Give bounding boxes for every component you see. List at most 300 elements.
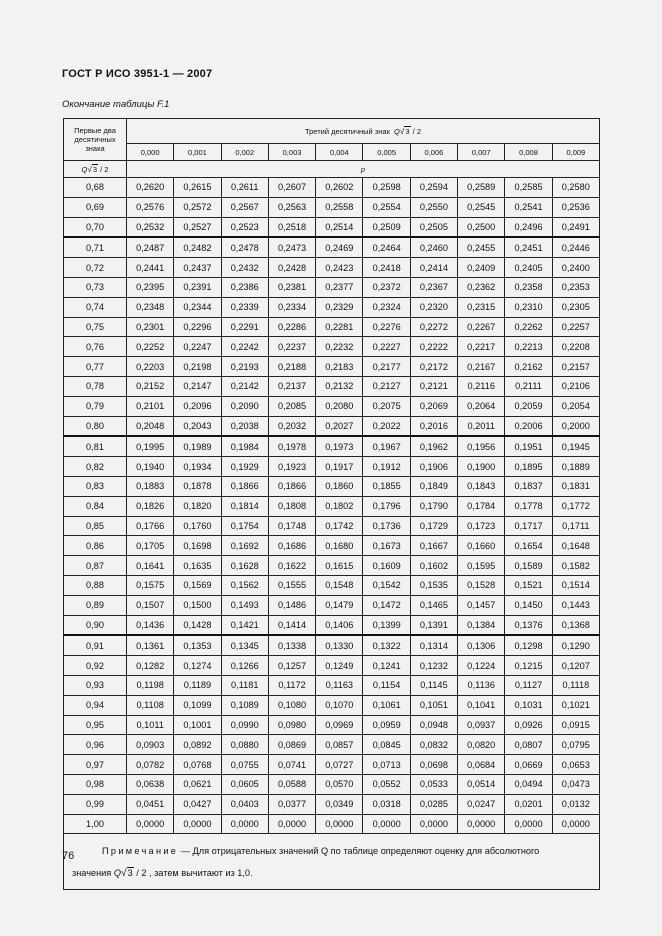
value-cell: 0,2127 (363, 376, 410, 396)
value-cell: 0,2598 (363, 178, 410, 198)
value-cell: 0,0427 (174, 794, 221, 814)
value-cell: 0,0000 (458, 814, 505, 834)
value-cell: 0,2496 (505, 217, 552, 237)
column-header: 0,005 (363, 144, 410, 161)
row-key-cell: 0,79 (64, 396, 127, 416)
value-cell: 0,1345 (221, 635, 268, 655)
value-cell: 0,1421 (221, 615, 268, 635)
value-cell: 0,1099 (174, 695, 221, 715)
value-cell: 0,1215 (505, 656, 552, 676)
value-cell: 0,1906 (410, 457, 457, 477)
value-cell: 0,2310 (505, 297, 552, 317)
row-header-q (64, 161, 127, 178)
value-cell: 0,0741 (268, 755, 315, 775)
value-cell: 0,2193 (221, 357, 268, 377)
table-row (64, 237, 600, 257)
column-header: 0,007 (458, 144, 505, 161)
row-key-cell: 0,73 (64, 277, 127, 297)
value-cell: 0,1436 (127, 615, 174, 635)
value-cell: 0,2428 (268, 258, 315, 278)
value-cell: 0,2482 (174, 237, 221, 257)
value-cell: 0,1860 (316, 476, 363, 496)
value-cell: 0,2227 (363, 337, 410, 357)
value-cell: 0,2177 (363, 357, 410, 377)
value-cell: 0,1070 (316, 695, 363, 715)
value-cell: 0,1967 (363, 436, 410, 456)
value-cell: 0,2208 (552, 337, 599, 357)
value-cell: 0,2064 (458, 396, 505, 416)
value-cell: 0,1878 (174, 476, 221, 496)
column-group-title-suffix: / 2 (410, 126, 422, 136)
value-cell: 0,1929 (221, 457, 268, 477)
value-cell: 0,1711 (552, 516, 599, 536)
table-row (64, 814, 600, 834)
value-cell: 0,1290 (552, 635, 599, 655)
value-cell: 0,1181 (221, 675, 268, 695)
value-cell: 0,2514 (316, 217, 363, 237)
value-cell: 0,1089 (221, 695, 268, 715)
value-cell: 0,1778 (505, 496, 552, 516)
value-cell: 0,2414 (410, 258, 457, 278)
value-cell: 0,1995 (127, 436, 174, 456)
table-body (64, 178, 600, 834)
value-cell: 0,0473 (552, 774, 599, 794)
value-cell: 0,2545 (458, 197, 505, 217)
value-cell: 0,2090 (221, 396, 268, 416)
table-row (64, 416, 600, 436)
table-row (64, 357, 600, 377)
row-header-label (64, 119, 127, 161)
value-cell: 0,1686 (268, 536, 315, 556)
value-cell: 0,0000 (268, 814, 315, 834)
value-cell: 0,1535 (410, 575, 457, 595)
sqrt-expression: Q√3 (81, 164, 98, 174)
value-cell: 0,1680 (316, 536, 363, 556)
value-cell: 0,2075 (363, 396, 410, 416)
row-key-cell: 0,92 (64, 656, 127, 676)
value-cell: 0,0832 (410, 735, 457, 755)
value-cell: 0,2594 (410, 178, 457, 198)
value-cell: 0,2536 (552, 197, 599, 217)
value-cell: 0,2554 (363, 197, 410, 217)
table-row (64, 575, 600, 595)
table-row (64, 197, 600, 217)
table-row (64, 277, 600, 297)
row-key-cell: 0,88 (64, 575, 127, 595)
value-cell: 0,2080 (316, 396, 363, 416)
value-cell: 0,0000 (410, 814, 457, 834)
value-cell: 0,1641 (127, 556, 174, 576)
document-title: ГОСТ Р ИСО 3951-1 — 2007 (62, 68, 213, 80)
value-cell: 0,2620 (127, 178, 174, 198)
value-cell: 0,2320 (410, 297, 457, 317)
value-cell: 0,0845 (363, 735, 410, 755)
value-cell: 0,1698 (174, 536, 221, 556)
row-key-cell: 0,86 (64, 536, 127, 556)
value-cell: 0,1399 (363, 615, 410, 635)
value-cell: 0,2324 (363, 297, 410, 317)
value-cell: 0,1486 (268, 595, 315, 615)
value-cell: 0,1391 (410, 615, 457, 635)
value-cell: 0,0494 (505, 774, 552, 794)
note-label: Примечание (102, 846, 179, 857)
value-cell: 0,1163 (316, 675, 363, 695)
q-symbol: Q (113, 868, 121, 879)
value-cell: 0,0533 (410, 774, 457, 794)
value-cell: 0,2589 (458, 178, 505, 198)
value-cell: 0,0588 (268, 774, 315, 794)
value-cell: 0,2469 (316, 237, 363, 257)
value-cell: 0,2121 (410, 376, 457, 396)
value-cell: 0,1118 (552, 675, 599, 695)
value-cell: 0,1660 (458, 536, 505, 556)
row-key-cell: 0,80 (64, 416, 127, 436)
value-cell: 0,1232 (410, 656, 457, 676)
sqrt-expression: Q√3 (113, 868, 133, 880)
value-cell: 0,0990 (221, 715, 268, 735)
row-key-cell: 0,72 (64, 258, 127, 278)
value-cell: 0,2491 (552, 217, 599, 237)
note-text: / 2 , затем вычитают из 1,0. (133, 868, 253, 879)
value-cell: 0,2038 (221, 416, 268, 436)
value-cell: 0,0570 (316, 774, 363, 794)
row-key-cell: 0,77 (64, 357, 127, 377)
value-cell: 0,1589 (505, 556, 552, 576)
value-cell: 0,2188 (268, 357, 315, 377)
value-cell: 0,1061 (363, 695, 410, 715)
value-cell: 0,1748 (268, 516, 315, 536)
table-row (64, 715, 600, 735)
value-cell: 0,0782 (127, 755, 174, 775)
value-cell: 0,2296 (174, 317, 221, 337)
table-row (64, 536, 600, 556)
value-cell: 0,0980 (268, 715, 315, 735)
note-text: значения (72, 868, 114, 879)
value-cell: 0,2257 (552, 317, 599, 337)
table-row (64, 735, 600, 755)
value-cell: 0,2348 (127, 297, 174, 317)
value-cell: 0,1940 (127, 457, 174, 477)
value-cell: 0,0948 (410, 715, 457, 735)
value-cell: 0,0621 (174, 774, 221, 794)
value-cell: 0,1742 (316, 516, 363, 536)
value-cell: 0,2558 (316, 197, 363, 217)
value-cell: 0,2541 (505, 197, 552, 217)
value-cell: 0,1895 (505, 457, 552, 477)
value-cell: 0,0727 (316, 755, 363, 775)
value-cell: 0,2217 (458, 337, 505, 357)
value-cell: 0,1917 (316, 457, 363, 477)
value-cell: 0,0807 (505, 735, 552, 755)
value-cell: 0,1249 (316, 656, 363, 676)
table-row (64, 794, 600, 814)
value-cell: 0,2437 (174, 258, 221, 278)
value-cell: 0,2315 (458, 297, 505, 317)
value-cell: 0,1274 (174, 656, 221, 676)
table-row (64, 774, 600, 794)
value-cell: 0,0926 (505, 715, 552, 735)
value-cell: 0,1705 (127, 536, 174, 556)
value-cell: 0,2032 (268, 416, 315, 436)
column-group-title (127, 119, 600, 144)
value-cell: 0,1376 (505, 615, 552, 635)
value-cell: 0,2377 (316, 277, 363, 297)
row-key-cell: 0,71 (64, 237, 127, 257)
value-cell: 0,2339 (221, 297, 268, 317)
value-cell: 0,1428 (174, 615, 221, 635)
value-cell: 0,2478 (221, 237, 268, 257)
value-cell: 0,0000 (505, 814, 552, 834)
value-cell: 0,1282 (127, 656, 174, 676)
table-row (64, 376, 600, 396)
row-key-cell: 0,83 (64, 476, 127, 496)
value-cell: 0,0892 (174, 735, 221, 755)
value-cell: 0,1361 (127, 635, 174, 655)
value-cell: 0,2281 (316, 317, 363, 337)
value-cell: 0,1723 (458, 516, 505, 536)
value-cell: 0,0713 (363, 755, 410, 775)
row-key-cell: 0,70 (64, 217, 127, 237)
value-cell: 0,2473 (268, 237, 315, 257)
table-row (64, 556, 600, 576)
value-cell: 0,0000 (363, 814, 410, 834)
value-cell: 0,2132 (316, 376, 363, 396)
value-cell: 0,1172 (268, 675, 315, 695)
value-cell: 0,1622 (268, 556, 315, 576)
value-cell: 0,2405 (505, 258, 552, 278)
value-cell: 0,1154 (363, 675, 410, 695)
value-cell: 0,1790 (410, 496, 457, 516)
value-cell: 0,0698 (410, 755, 457, 775)
value-cell: 0,2362 (458, 277, 505, 297)
row-key-cell: 0,99 (64, 794, 127, 814)
value-cell: 0,2409 (458, 258, 505, 278)
value-cell: 0,1628 (221, 556, 268, 576)
value-cell: 0,2016 (410, 416, 457, 436)
value-cell: 0,1900 (458, 457, 505, 477)
value-cell: 0,1241 (363, 656, 410, 676)
value-cell: 0,1021 (552, 695, 599, 715)
value-cell: 0,0768 (174, 755, 221, 775)
value-cell: 0,2286 (268, 317, 315, 337)
table-row (64, 656, 600, 676)
row-key-cell: 0,91 (64, 635, 127, 655)
table-row (64, 297, 600, 317)
value-cell: 0,1108 (127, 695, 174, 715)
value-cell: 0,2500 (458, 217, 505, 237)
value-cell: 0,1528 (458, 575, 505, 595)
table-row (64, 516, 600, 536)
value-cell: 0,2232 (316, 337, 363, 357)
value-cell: 0,2358 (505, 277, 552, 297)
value-cell: 0,0915 (552, 715, 599, 735)
value-cell: 0,1479 (316, 595, 363, 615)
row-key-cell: 0,84 (64, 496, 127, 516)
value-cell: 0,1814 (221, 496, 268, 516)
value-cell: 0,0869 (268, 735, 315, 755)
row-key-cell: 0,74 (64, 297, 127, 317)
value-cell: 0,1831 (552, 476, 599, 496)
value-cell: 0,2367 (410, 277, 457, 297)
value-cell: 0,2418 (363, 258, 410, 278)
table-row (64, 635, 600, 655)
row-header-line: десятичных (74, 135, 116, 144)
value-cell: 0,0605 (221, 774, 268, 794)
value-cell: 0,0451 (127, 794, 174, 814)
value-cell: 0,1692 (221, 536, 268, 556)
value-cell: 0,1609 (363, 556, 410, 576)
value-cell: 0,1136 (458, 675, 505, 695)
value-cell: 0,2441 (127, 258, 174, 278)
value-cell: 0,2111 (505, 376, 552, 396)
value-cell: 0,2203 (127, 357, 174, 377)
value-cell: 0,1923 (268, 457, 315, 477)
value-cell: 0,0903 (127, 735, 174, 755)
value-cell: 0,2027 (316, 416, 363, 436)
value-cell: 0,1414 (268, 615, 315, 635)
value-cell: 0,1766 (127, 516, 174, 536)
table-row (64, 615, 600, 635)
value-cell: 0,1912 (363, 457, 410, 477)
value-cell: 0,1595 (458, 556, 505, 576)
value-cell: 0,2262 (505, 317, 552, 337)
q-symbol: Q (81, 164, 88, 174)
value-cell: 0,2247 (174, 337, 221, 357)
value-cell: 0,2237 (268, 337, 315, 357)
table-row (64, 457, 600, 477)
row-key-cell: 0,94 (64, 695, 127, 715)
value-cell: 0,1298 (505, 635, 552, 655)
value-cell: 0,1934 (174, 457, 221, 477)
column-header: 0,003 (268, 144, 315, 161)
row-header-line: Первые два (74, 126, 116, 135)
value-cell: 0,2252 (127, 337, 174, 357)
value-cell: 0,1582 (552, 556, 599, 576)
column-header: 0,001 (174, 144, 221, 161)
table-row (64, 217, 600, 237)
value-cell: 0,2527 (174, 217, 221, 237)
row-key-cell: 0,78 (64, 376, 127, 396)
sqrt-expression: Q√3 (394, 126, 410, 136)
value-cell: 0,2000 (552, 416, 599, 436)
row-key-cell: 0,90 (64, 615, 127, 635)
value-cell: 0,1548 (316, 575, 363, 595)
value-cell: 0,2242 (221, 337, 268, 357)
value-cell: 0,0000 (316, 814, 363, 834)
value-cell: 0,0669 (505, 755, 552, 775)
value-cell: 0,0969 (316, 715, 363, 735)
value-cell: 0,0377 (268, 794, 315, 814)
row-key-cell: 0,93 (64, 675, 127, 695)
value-cell: 0,2147 (174, 376, 221, 396)
value-cell: 0,1826 (127, 496, 174, 516)
value-cell: 0,1384 (458, 615, 505, 635)
value-cell: 0,2615 (174, 178, 221, 198)
row-key-cell: 0,75 (64, 317, 127, 337)
note-line-2 (72, 862, 591, 885)
value-cell: 0,2580 (552, 178, 599, 198)
table-row (64, 436, 600, 456)
value-cell: 0,2607 (268, 178, 315, 198)
value-cell: 0,2059 (505, 396, 552, 416)
row-key-cell: 0,95 (64, 715, 127, 735)
value-cell: 0,1514 (552, 575, 599, 595)
value-cell: 0,2400 (552, 258, 599, 278)
value-cell: 0,2391 (174, 277, 221, 297)
value-cell: 0,1784 (458, 496, 505, 516)
value-cell: 0,2305 (552, 297, 599, 317)
value-cell: 0,2213 (505, 337, 552, 357)
value-cell: 0,1667 (410, 536, 457, 556)
value-cell: 0,2198 (174, 357, 221, 377)
value-cell: 0,1635 (174, 556, 221, 576)
value-cell: 0,1080 (268, 695, 315, 715)
value-cell: 0,0820 (458, 735, 505, 755)
table-row (64, 317, 600, 337)
value-cell: 0,1796 (363, 496, 410, 516)
radicand: 3 (127, 868, 133, 879)
column-header: 0,000 (127, 144, 174, 161)
value-cell: 0,0349 (316, 794, 363, 814)
value-cell: 0,2386 (221, 277, 268, 297)
column-header: 0,008 (505, 144, 552, 161)
value-cell: 0,1883 (127, 476, 174, 496)
value-cell: 0,1849 (410, 476, 457, 496)
value-cell: 0,1889 (552, 457, 599, 477)
value-cell: 0,2301 (127, 317, 174, 337)
value-cell: 0,2432 (221, 258, 268, 278)
value-cell: 0,2423 (316, 258, 363, 278)
table-subtitle: Окончание таблицы F.1 (62, 99, 170, 110)
value-cell: 0,1772 (552, 496, 599, 516)
value-cell: 0,0638 (127, 774, 174, 794)
value-cell: 0,1984 (221, 436, 268, 456)
value-cell: 0,0937 (458, 715, 505, 735)
value-cell: 0,1507 (127, 595, 174, 615)
value-cell: 0,1500 (174, 595, 221, 615)
value-cell: 0,0201 (505, 794, 552, 814)
value-cell: 0,2276 (363, 317, 410, 337)
table-row (64, 695, 600, 715)
value-cell: 0,2172 (410, 357, 457, 377)
value-cell: 0,1322 (363, 635, 410, 655)
table-row (64, 755, 600, 775)
table-row (64, 178, 600, 198)
value-cell: 0,1808 (268, 496, 315, 516)
value-cell: 0,0000 (174, 814, 221, 834)
value-cell: 0,2395 (127, 277, 174, 297)
value-cell: 0,1673 (363, 536, 410, 556)
table-row (64, 396, 600, 416)
value-cell: 0,1127 (505, 675, 552, 695)
value-cell: 0,1224 (458, 656, 505, 676)
value-cell: 0,2137 (268, 376, 315, 396)
value-cell: 0,1820 (174, 496, 221, 516)
value-cell: 0,2267 (458, 317, 505, 337)
p-symbol: p (360, 164, 366, 174)
table-row (64, 476, 600, 496)
value-cell: 0,2157 (552, 357, 599, 377)
value-cell: 0,2085 (268, 396, 315, 416)
value-cell: 0,2353 (552, 277, 599, 297)
value-cell: 0,1654 (505, 536, 552, 556)
value-cell: 0,1368 (552, 615, 599, 635)
value-cell: 0,2372 (363, 277, 410, 297)
row-header-q-suffix: / 2 (98, 164, 109, 174)
value-cell: 0,0318 (363, 794, 410, 814)
value-cell: 0,1760 (174, 516, 221, 536)
value-cell: 0,2101 (127, 396, 174, 416)
